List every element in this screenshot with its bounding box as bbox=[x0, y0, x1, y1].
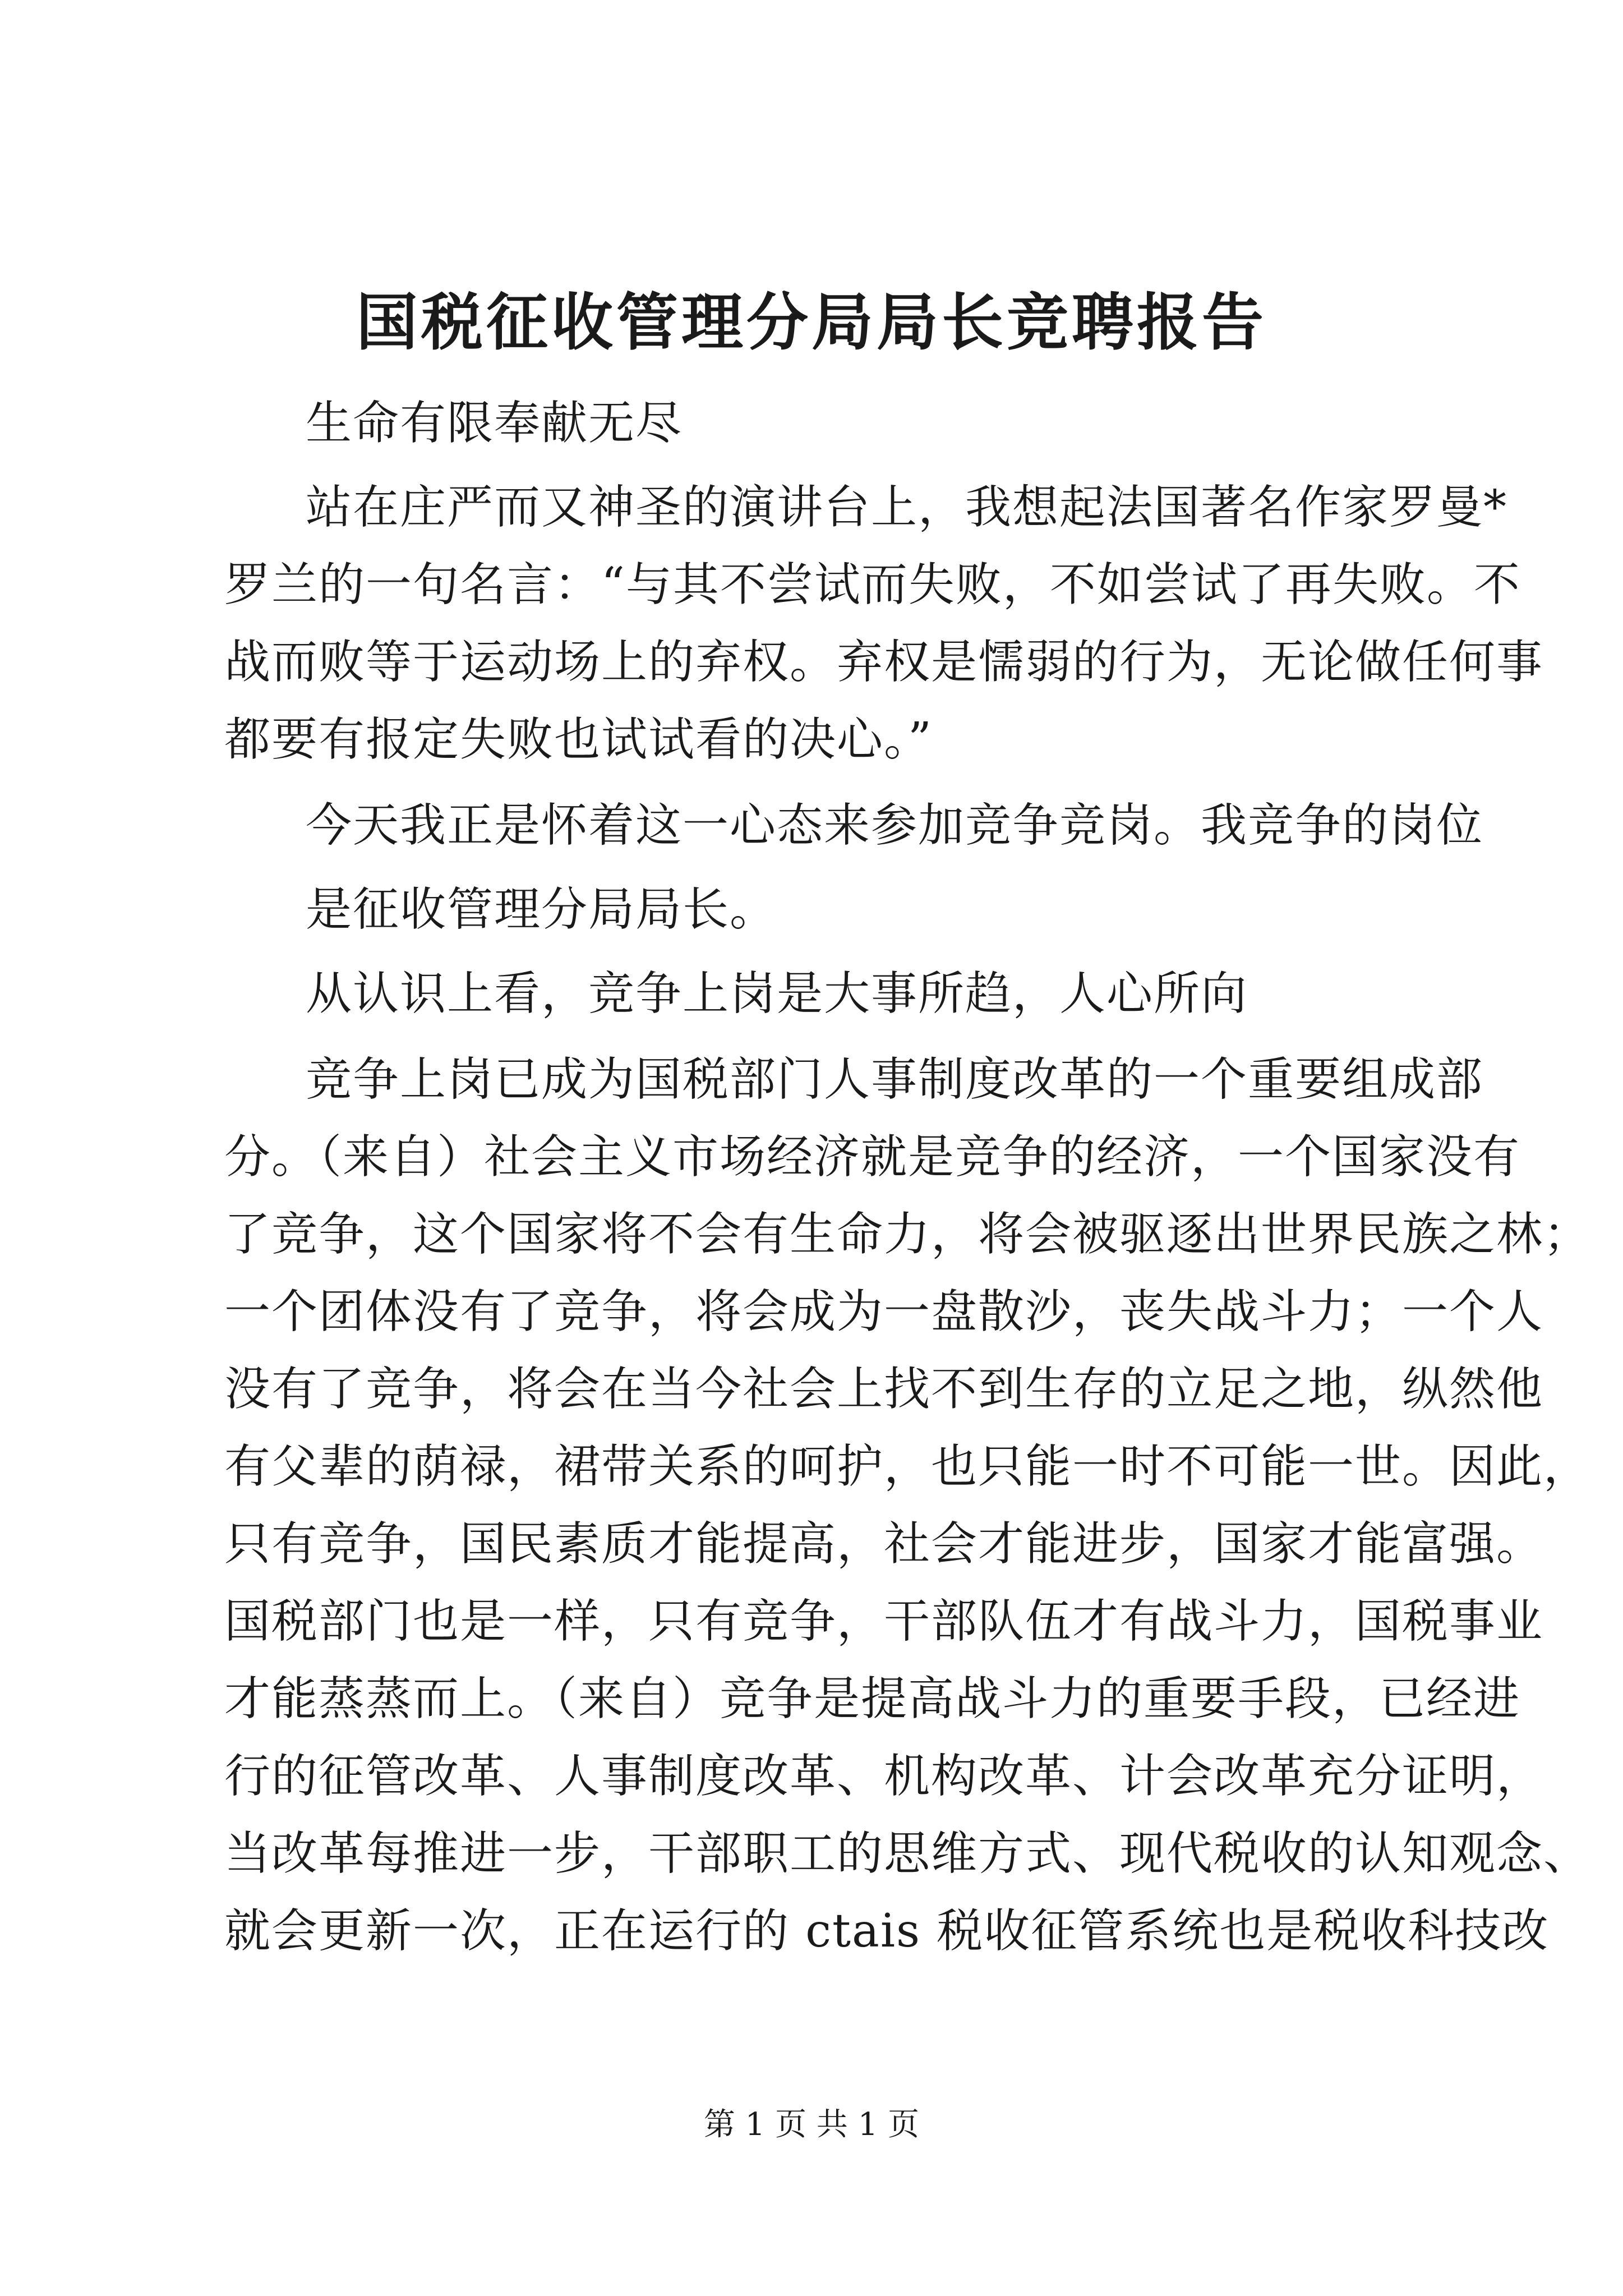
text-line: 行的征管改革、人事制度改革、机构改革、计会改革充分证明， bbox=[224, 1750, 1544, 1803]
text-line: 都要有报定失败也试试看的决心。” bbox=[224, 713, 933, 766]
text-line: 有父辈的荫禄，裙带关系的呵护，也只能一时不可能一世。因此， bbox=[224, 1440, 1591, 1493]
text-line: 是征收管理分局局长。 bbox=[306, 883, 777, 936]
text-line: 罗兰的一句名言：“与其不尝试而失败，不如尝试了再失败。不 bbox=[224, 558, 1521, 611]
text-line: 没有了竞争，将会在当今社会上找不到生存的立足之地，纵然他 bbox=[224, 1363, 1544, 1416]
text-line: 从认识上看，竞争上岗是大事所趋，人心所向 bbox=[306, 967, 1248, 1020]
text-line: 分。（来自）社会主义市场经济就是竞争的经济，一个国家没有 bbox=[224, 1130, 1521, 1184]
text-line: 当改革每推进一步，干部职工的思维方式、现代税收的认知观念、 bbox=[224, 1827, 1591, 1880]
text-line: 站在庄严而又神圣的演讲台上，我想起法国著名作家罗曼* bbox=[306, 481, 1508, 534]
text-line: 一个团体没有了竞争，将会成为一盘散沙，丧失战斗力；一个人 bbox=[224, 1285, 1544, 1338]
text-line: 今天我正是怀着这一心态来参加竞争竞岗。我竞争的岗位 bbox=[306, 799, 1484, 852]
page-footer: 第 1 页 共 1 页 bbox=[703, 2106, 920, 2143]
text-line: 竞争上岗已成为国税部门人事制度改革的一个重要组成部 bbox=[306, 1053, 1484, 1106]
text-line: 只有竞争，国民素质才能提高，社会才能进步，国家才能富强。 bbox=[224, 1517, 1544, 1571]
text-line: 国税部门也是一样，只有竞争，干部队伍才有战斗力，国税事业 bbox=[224, 1595, 1544, 1648]
text-line: 生命有限奉献无尽 bbox=[306, 397, 683, 450]
document-title: 国税征收管理分局局长竞聘报告 bbox=[356, 286, 1267, 358]
text-line: 才能蒸蒸而上。（来自）竞争是提高战斗力的重要手段，已经进 bbox=[224, 1672, 1521, 1726]
text-line: 就会更新一次，正在运行的 ctais 税收征管系统也是税收科技改 bbox=[224, 1904, 1550, 1958]
text-line: 战而败等于运动场上的弃权。弃权是懦弱的行为，无论做任何事 bbox=[224, 636, 1544, 689]
text-line: 了竞争，这个国家将不会有生命力，将会被驱逐出世界民族之林； bbox=[224, 1208, 1591, 1261]
